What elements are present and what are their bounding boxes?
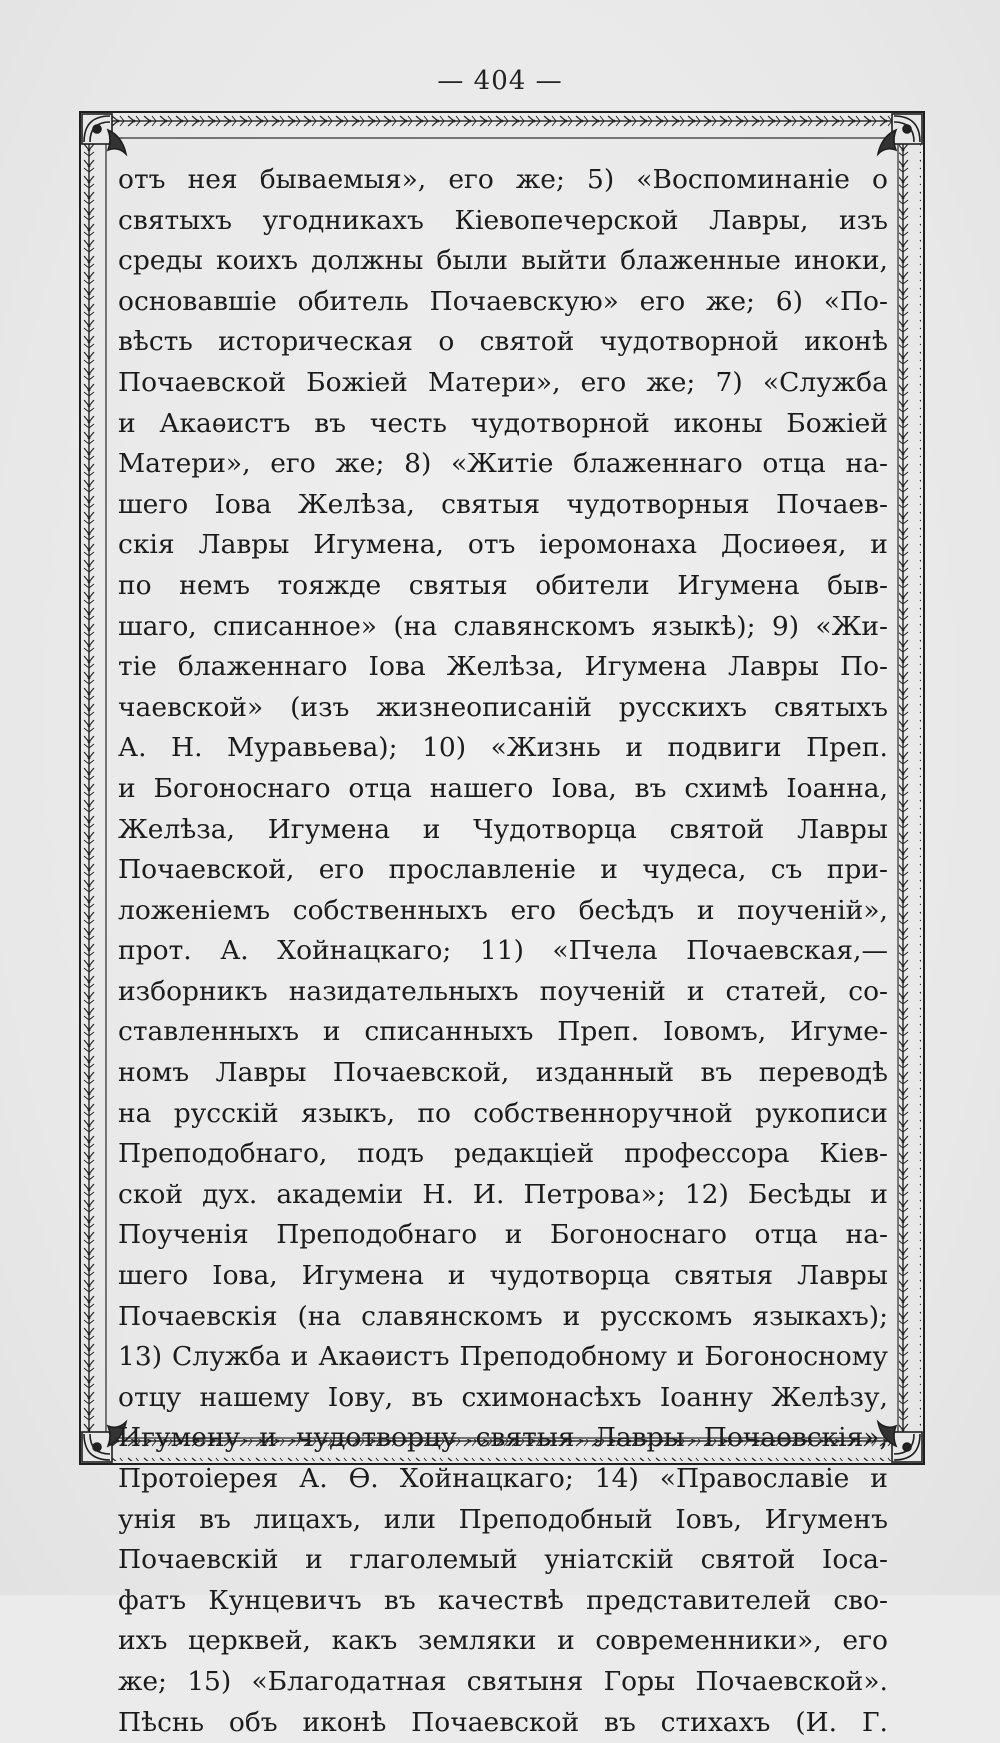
text-line: номъ Лавры Почаевской, изданный въ переводѣ [118, 1057, 888, 1089]
text-line: основавшіе обитель Почаевскую» его же; 6) «По- [118, 285, 888, 317]
text-line: прот. А. Хойнацкаго; 11) «Пчела Почаевская,— [118, 935, 888, 967]
text-line: шаго, списанное» (на славянскомъ языкѣ); 9) «Жи- [118, 610, 888, 642]
text-line: тіе блаженнаго Іова Желѣза, Игумена Лавры По- [118, 651, 888, 683]
text-line: А. Н. Муравьева); 10) «Жизнь и подвиги Преп. [118, 732, 888, 764]
text-line: Почаевскій и глаголемый уніатскій святой Іоса- [118, 1544, 888, 1576]
text-line: изборникъ назидательныхъ поученій и статей, со- [118, 975, 888, 1007]
text-line: и Богоноснаго отца нашего Іова, въ схимѣ Іоанна, [118, 772, 888, 804]
text-line: Протоіерея А. Ѳ. Хойнацкаго; 14) «Православіе и [118, 1463, 888, 1494]
text-line: Матери», его же; 8) «Житіе блаженнаго отца на- [118, 448, 888, 480]
text-line: фатъ Кунцевичъ въ качествѣ представителей сво- [118, 1584, 888, 1616]
page-number: — 404 — [437, 66, 563, 96]
text-line: же; 15) «Благодатная святыня Горы Почаевской». [118, 1665, 888, 1697]
text-line: Преподобнаго, подъ редакціей профессора Кіев- [118, 1138, 888, 1170]
text-line: чаевской» (изъ жизнеописаній русскихъ святыхъ [118, 691, 888, 723]
text-line: и Акаѳистъ въ честь чудотворной иконы Божіей [118, 407, 888, 439]
text-line: Игумену и чудотворцу святыя Лавры Почаевскія», [118, 1422, 888, 1454]
text-line: по немъ тояжде святыя обители Игумена быв- [118, 569, 888, 601]
text-line: среды коихъ должны были выйти блаженные иноки, [118, 245, 888, 277]
text-line: скія Лавры Игумена, отъ іеромонаха Досиѳея, и [118, 529, 888, 561]
text-line: святыхъ угодникахъ Кіевопечерской Лавры, изъ [118, 204, 888, 236]
text-line: ской дух. академіи Н. И. Петрова»; 12) Бесѣды и [118, 1178, 888, 1210]
text-line: Почаевскія (на славянскомъ и русскомъ языкахъ); [118, 1300, 888, 1332]
text-line: шего Іова, Игумена и чудотворца святыя Лавры [118, 1260, 888, 1292]
text-line: 13) Служба и Акаѳистъ Преподобному и Богоносному [118, 1341, 888, 1373]
text-line: отъ нея бываемыя», его же; 5) «Воспоминаніе о [118, 164, 888, 195]
text-line: Пѣснь объ иконѣ Почаевской въ стихахъ (И. Г. [118, 1706, 888, 1738]
text-line: Поученія Преподобнаго и Богоноснаго отца на- [118, 1219, 888, 1251]
text-line: Почаевской, его прославленіе и чудеса, съ при- [118, 854, 888, 886]
text-line: ложеніемъ собственныхъ его бесѣдъ и поученій», [118, 894, 888, 926]
text-line: шего Іова Желѣза, святыя чудотворныя Почаев- [118, 488, 888, 520]
text-line: вѣсть историческая о святой чудотворной иконѣ [118, 326, 888, 358]
text-line: Желѣза, Игумена и Чудотворца святой Лавры [118, 813, 888, 845]
text-line: унія въ лицахъ, или Преподобный Іовъ, Игуменъ [118, 1503, 888, 1535]
body-text [118, 160, 888, 1743]
text-line: на русскій языкъ, по собственноручной рукописи [118, 1097, 888, 1129]
text-line: Почаевской Божіей Матери», его же; 7) «Служба [118, 366, 888, 398]
text-line: отцу нашему Іову, въ схимонасѣхъ Іоанну Желѣзу, [118, 1381, 888, 1413]
text-line: ставленныхъ и списанныхъ Преп. Іовомъ, Игуме- [118, 1016, 888, 1048]
text-line: ихъ церквей, какъ земляки и современники», его [118, 1625, 888, 1657]
